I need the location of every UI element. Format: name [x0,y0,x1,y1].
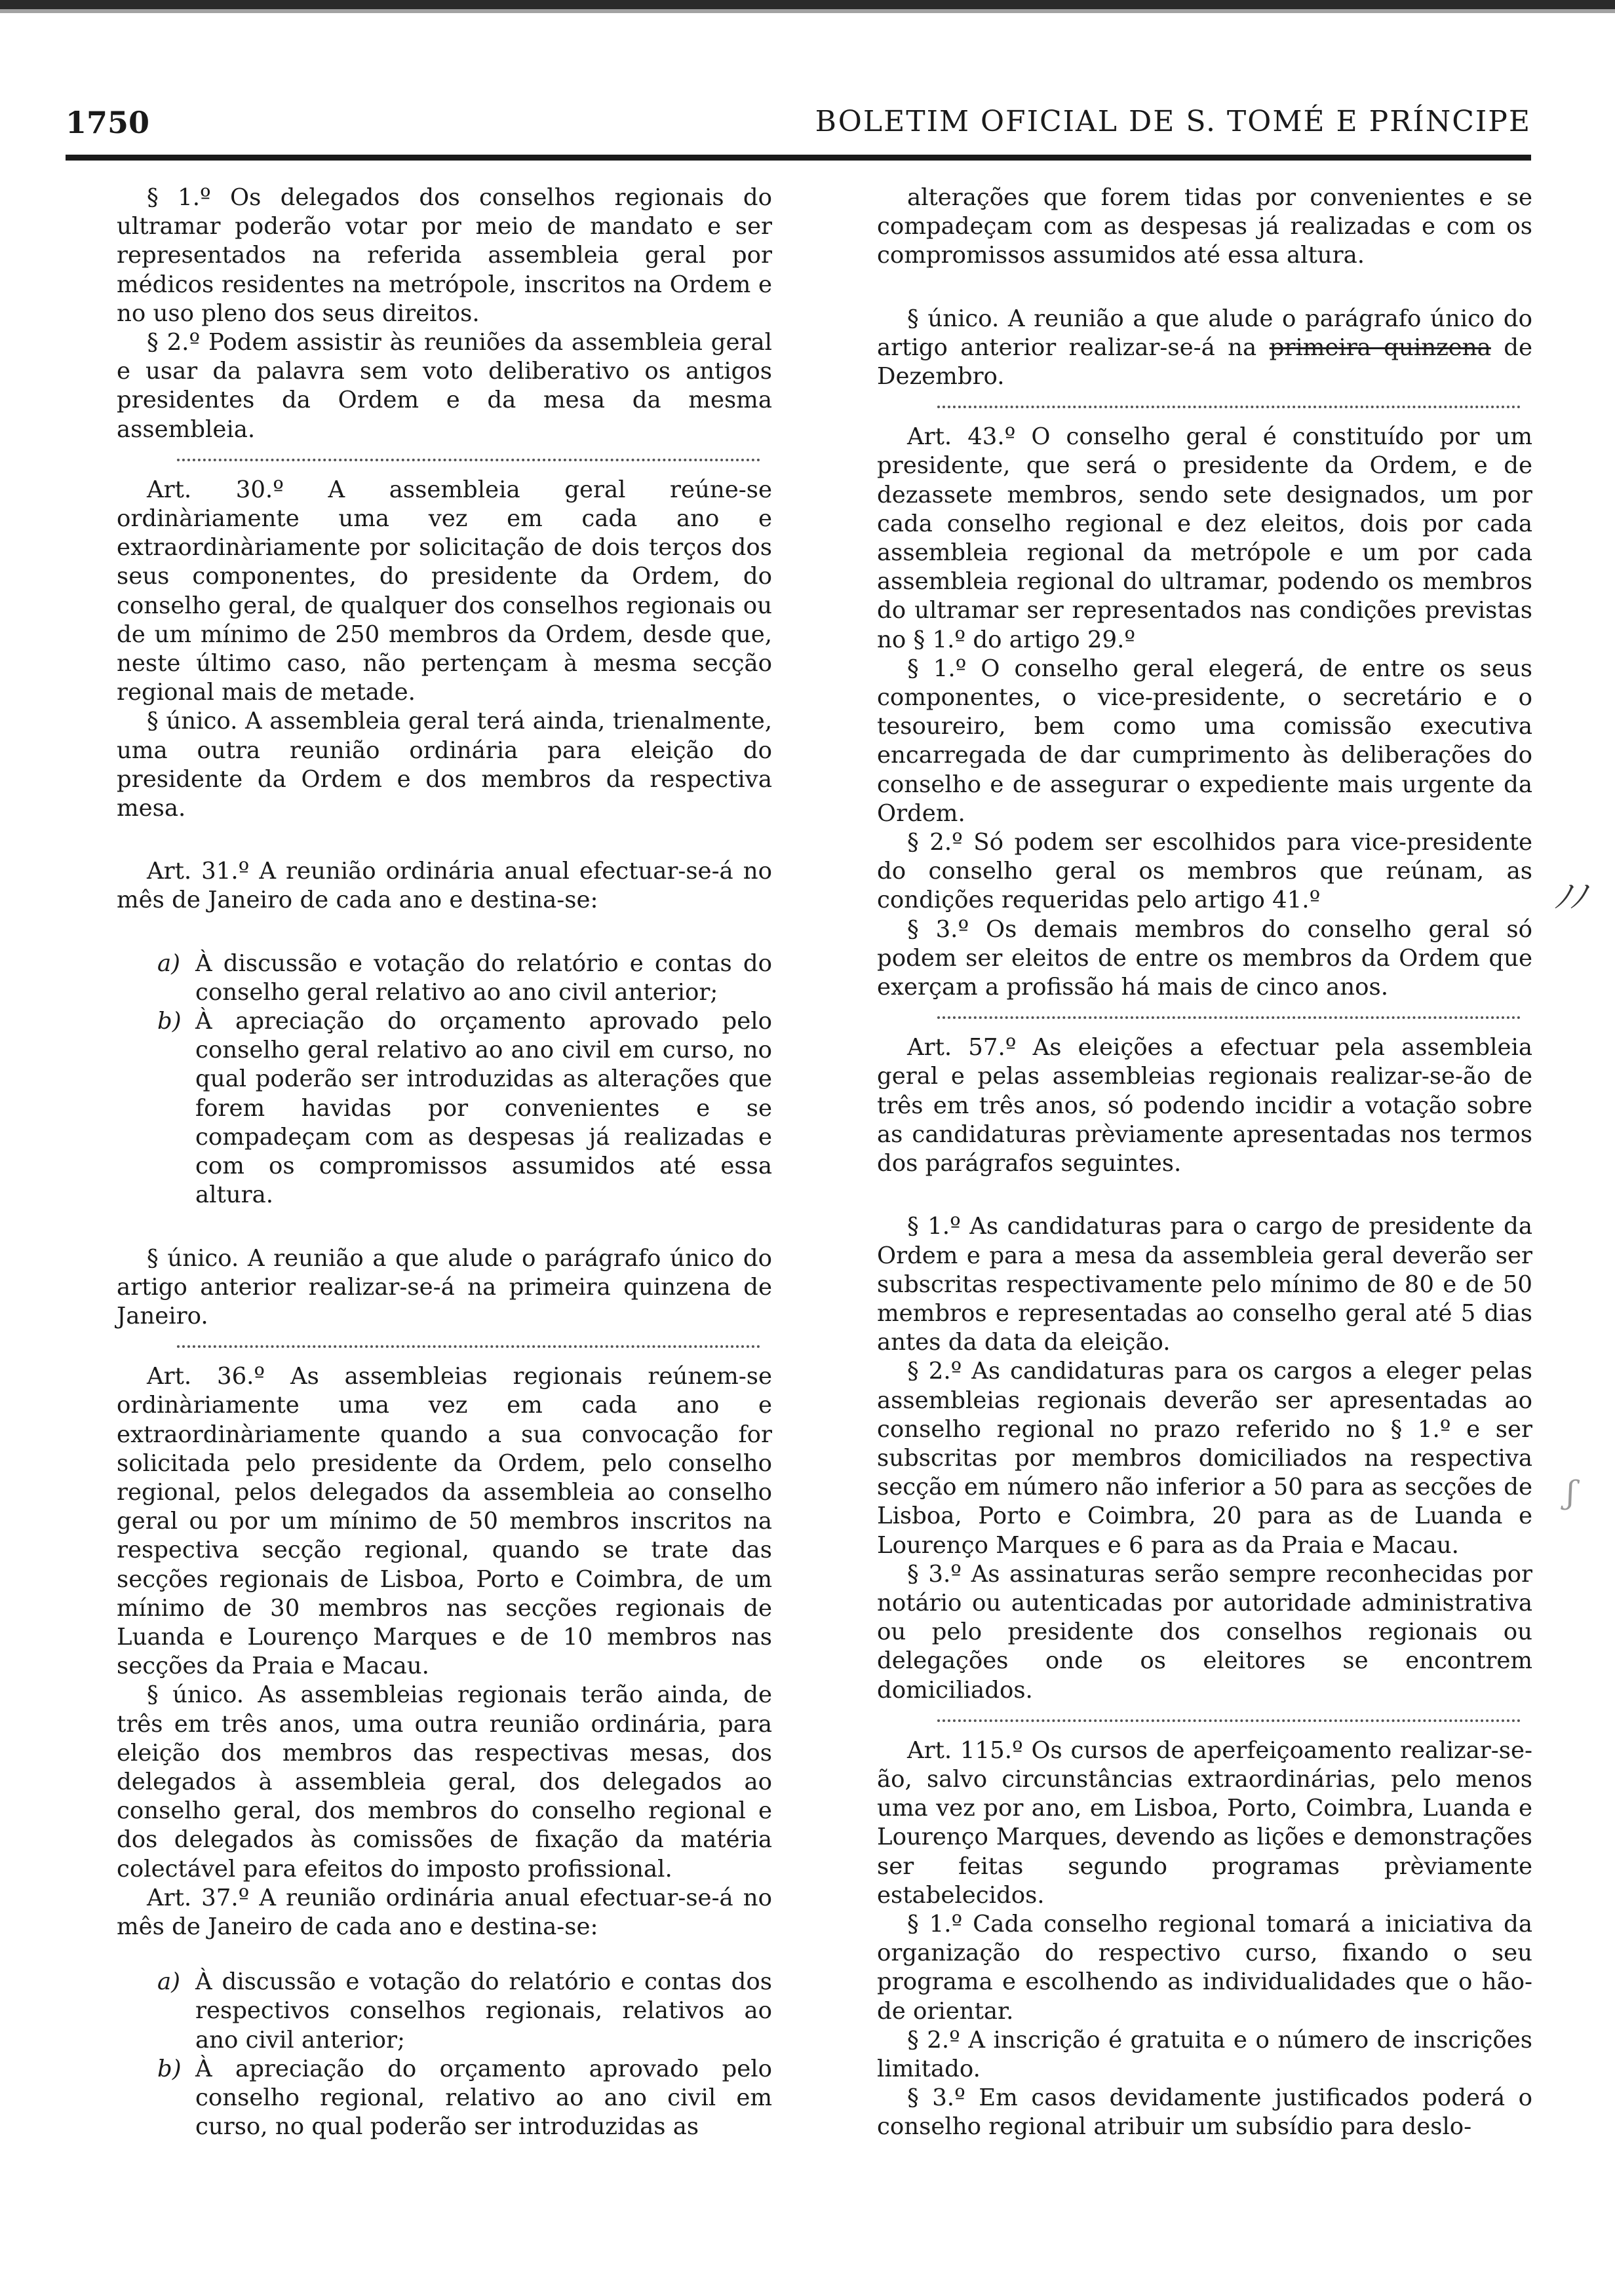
paragraph: § 1.º Cada conselho regional tomará a iniciativa da organização do respectivo curso, fixando o seu programa e escolhendo as individualidades que o hão-de orientar. [877,1910,1532,2025]
paragraph: § 1.º Os delegados dos conselhos regionais do ultramar poderão votar por meio de mandato e ser representados na referida assembleia geral por médicos residentes na metrópole, inscritos na Ordem e no uso pleno dos seus direitos. [117,184,772,327]
paragraph-continuation: alterações que forem tidas por convenientes e se compadeçam com as despesas já realizadas e com os compromissos assumidos até essa altura. [877,184,1532,269]
list-marker: b) [157,2055,182,2082]
paragraph: § 1.º As candidaturas para o cargo de presidente da Ordem e para a mesa da assembleia geral deverão ser subscritas respectivamente pelo mínimo de 80 e de 50 membros e representadas ao conselho geral até 5 dias antes da data da eleição. [877,1213,1532,1356]
list-item [117,2055,772,2142]
list-marker: a) [157,949,181,977]
margin-smudge: ʃ [1566,1474,1576,1511]
list-marker: a) [157,1968,181,1996]
paragraph [877,305,1532,392]
paragraph: § 3.º Os demais membros do conselho geral só podem ser eleitos de entre os membros da Ordem que exerçam a profissão há mais de cinco anos. [877,915,1532,1001]
paragraph: § único. A assembleia geral terá ainda, trienalmente, uma outra reunião ordinária para eleição do presidente da Ordem e dos membros da respectiva mesa. [117,708,772,822]
page-header [66,105,1531,144]
dotted-separator [937,1719,1521,1722]
scan-top-shadow [0,9,1615,13]
dotted-separator [937,1016,1521,1019]
article-36: Art. 36.º As assembleias regionais reúnem-se ordinàriamente uma vez em cada ano e extraordinàriamente quando a sua convocação for solicitada pelo presidente da Ordem, pelo conselho regional, pelos delegados da assembleia ao conselho geral ou por um mínimo de 50 membros inscritos na respectiva secção regional, quando se trate das secções regionais de Lisboa, Porto e Coimbra, de um mínimo de 30 membros nas secções regionais de Luanda e Lourenço Marques e de 10 membros nas secções da Praia e Macau. [117,1363,772,1680]
paragraph: § 2.º As candidaturas para os cargos a eleger pelas assembleias regionais deverão ser apresentadas ao conselho regional no prazo referido no § 1.º e ser subscritas por membros domiciliados na respectiva secção em número não inferior a 50 para as secções de Lisboa, Porto e Coimbra, 20 para as de Luanda e Lourenço Marques e 6 para as da Praia e Macau. [877,1358,1532,1559]
list-text: À discussão e votação do relatório e contas dos respectivos conselhos regionais, relativos ao ano civil anterior; [195,1968,772,2054]
spacer [117,1210,772,1244]
margin-scribble: ﾉﾉ [1555,879,1587,915]
spacer [117,915,772,949]
article-30: Art. 30.º A assembleia geral reúne-se ordinàriamente uma vez em cada ano e extraordinàriamente por solicitação de dois terços dos seus componentes, do presidente da Ordem, do conselho geral, de qualquer dos conselhos regionais ou de um mínimo de 250 membros da Ordem, desde que, neste último caso, não pertençam à mesma secção regional mais de metade. [117,476,772,706]
scan-top-edge [0,0,1615,9]
text-run: de Dezembro. [877,334,1532,391]
spacer [877,1178,1532,1212]
paragraph: § 2.º A inscrição é gratuita e o número de inscrições limitado. [877,2026,1532,2082]
article-57: Art. 57.º As eleições a efectuar pela assembleia geral e pelas assembleias regionais realizar-se-ão de três em três anos, só podendo incidir a votação sobre as candidaturas prèviamente apresentadas nos termos dos parágrafos seguintes. [877,1034,1532,1177]
list-text: À apreciação do orçamento aprovado pelo conselho geral relativo ao ano civil em curso, no qual poderão ser introduzidas as alterações que forem havidas por convenientes e se compadeçam com as despesas já realizadas e com os compromissos assumidos até essa altura. [195,1008,772,1209]
spacer [117,1942,772,1968]
spacer [117,823,772,857]
running-title: BOLETIM OFICIAL DE S. TOMÉ E PRÍNCIPE [815,105,1531,138]
article-31: Art. 31.º A reunião ordinária anual efectuar-se-á no mês de Janeiro de cada ano e destina-se: [117,858,772,914]
right-column [877,183,1532,2142]
dotted-separator [937,406,1521,408]
spacer [877,271,1532,305]
paragraph: § 1.º O conselho geral elegerá, de entre os seus componentes, o vice-presidente, o secretário e o tesoureiro, bem como uma comissão executiva encarregada de dar cumprimento às deliberações do conselho e de assegurar o expediente mais urgente da Ordem. [877,655,1532,827]
list-text: À apreciação do orçamento aprovado pelo conselho regional, relativo ao ano civil em curso, no qual poderão ser introduzidas as [195,2055,772,2141]
list-item [117,949,772,1007]
list-marker: b) [157,1008,182,1035]
page-number: 1750 [66,105,150,140]
paragraph: § 2.º Podem assistir às reuniões da assembleia geral e usar da palavra sem voto deliberativo os antigos presidentes da Ordem e da mesa da mesma assembleia. [117,329,772,443]
left-column [117,183,772,2141]
paragraph: § único. A reunião a que alude o parágrafo único do artigo anterior realizar-se-á na primeira quinzena de Janeiro. [117,1244,772,1330]
header-rule [66,155,1531,161]
dotted-separator [177,459,760,461]
article-115: Art. 115.º Os cursos de aperfeiçoamento realizar-se-ão, salvo circunstâncias extraordinárias, pelo menos uma vez por ano, em Lisboa, Porto, Coimbra, Luanda e Lourenço Marques, devendo as lições e demonstrações ser feitas segundo programas prèviamente estabelecidos. [877,1736,1532,1909]
struck-text: primeira quinzena [1269,334,1491,361]
list-item [117,1007,772,1210]
paragraph: § 3.º As assinaturas serão sempre reconhecidas por notário ou autenticadas por autoridade administrativa ou pelo presidente dos conselhos regionais ou delegações onde os eleitores se encontrem domiciliados. [877,1560,1532,1704]
paragraph: § 2.º Só podem ser escolhidos para vice-presidente do conselho geral os membros que reúnam, as condições requeridas pelo artigo 41.º [877,829,1532,914]
list-text: À discussão e votação do relatório e contas do conselho geral relativo ao ano civil anterior; [195,949,772,1006]
paragraph: § único. As assembleias regionais terão ainda, de três em três anos, uma outra reunião ordinária, para eleição dos membros das respectivas mesas, dos delegados à assembleia geral, dos delegados ao conselho geral, dos membros do conselho regional e dos delegados às comissões de fixação da matéria colectável para efeitos do imposto profissional. [117,1681,772,1883]
article-43: Art. 43.º O conselho geral é constituído por um presidente, que será o presidente da Ordem, e de dezassete membros, sendo sete designados, um por cada conselho regional e dez eleitos, dois por cada assembleia regional da metrópole e um por cada assembleia regional do ultramar, podendo os membros do ultramar ser representados nas condições previstas no § 1.º do artigo 29.º [877,423,1532,653]
paragraph: § 3.º Em casos devidamente justificados poderá o conselho regional atribuir um subsídio para deslo- [877,2084,1532,2141]
dotted-separator [177,1345,760,1348]
article-37: Art. 37.º A reunião ordinária anual efectuar-se-á no mês de Janeiro de cada ano e destina-se: [117,1884,772,1940]
text-run: § único. A reunião a que alude o parágrafo único do artigo anterior realizar-se-á na [877,305,1532,361]
list-item [117,1968,772,2055]
